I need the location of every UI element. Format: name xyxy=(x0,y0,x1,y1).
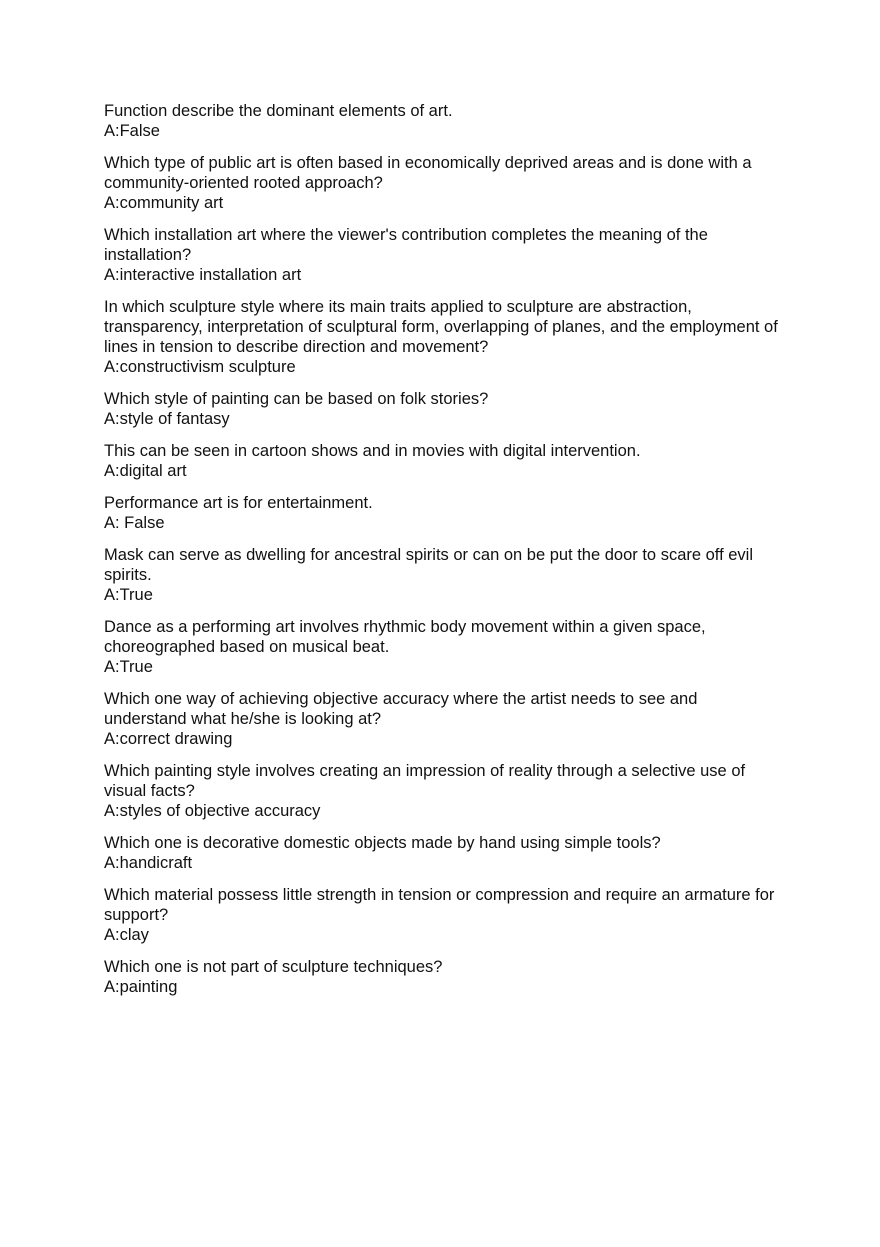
answer-text: A:True xyxy=(104,586,153,604)
answer-text: A:styles of objective accuracy xyxy=(104,802,321,820)
qa-item-11 xyxy=(104,761,784,821)
qa-item-4 xyxy=(104,297,784,377)
question-text: Which type of public art is often based in economically deprived areas and is done with a community-oriented rooted approach? xyxy=(104,154,752,192)
answer-text: A:handicraft xyxy=(104,854,193,872)
qa-item-3 xyxy=(104,225,784,285)
answer-text: A:painting xyxy=(104,978,178,996)
question-text: Which installation art where the viewer's contribution completes the meaning of the installation? xyxy=(104,226,708,264)
qa-item-13 xyxy=(104,885,784,945)
question-text: Mask can serve as dwelling for ancestral spirits or can on be put the door to scare off evil spirits. xyxy=(104,546,754,584)
question-text: Which one way of achieving objective accuracy where the artist needs to see and understand what he/she is looking at? xyxy=(104,690,698,728)
qa-item-5 xyxy=(104,389,784,429)
qa-item-6 xyxy=(104,441,784,481)
question-text: Dance as a performing art involves rhythmic body movement within a given space, choreographed based on musical beat. xyxy=(104,618,706,656)
qa-item-1 xyxy=(104,101,784,141)
question-text: This can be seen in cartoon shows and in movies with digital intervention. xyxy=(104,442,641,460)
answer-text: A:community art xyxy=(104,194,224,212)
answer-text: A:True xyxy=(104,658,153,676)
question-text: Performance art is for entertainment. xyxy=(104,494,373,512)
question-text: In which sculpture style where its main traits applied to sculpture are abstraction, transparency, interpretation of sculptural form, overlapping of planes, and the employment of lines in tension to describe direction and movement? xyxy=(104,298,778,356)
question-text: Which style of painting can be based on folk stories? xyxy=(104,390,489,408)
question-text: Which material possess little strength in tension or compression and require an armature for support? xyxy=(104,886,775,924)
question-text: Function describe the dominant elements of art. xyxy=(104,102,453,120)
qa-item-9 xyxy=(104,617,784,677)
answer-text: A:correct drawing xyxy=(104,730,233,748)
question-text: Which one is not part of sculpture techniques? xyxy=(104,958,443,976)
answer-text: A:constructivism sculpture xyxy=(104,358,296,376)
qa-item-2 xyxy=(104,153,784,213)
question-text: Which one is decorative domestic objects made by hand using simple tools? xyxy=(104,834,661,852)
qa-item-7 xyxy=(104,493,784,533)
answer-text: A: False xyxy=(104,514,165,532)
answer-text: A:style of fantasy xyxy=(104,410,230,428)
qa-item-12 xyxy=(104,833,784,873)
answer-text: A:False xyxy=(104,122,160,140)
qa-item-14 xyxy=(104,957,784,997)
document-page xyxy=(104,101,784,1009)
answer-text: A:clay xyxy=(104,926,149,944)
answer-text: A:interactive installation art xyxy=(104,266,302,284)
qa-item-8 xyxy=(104,545,784,605)
answer-text: A:digital art xyxy=(104,462,187,480)
question-text: Which painting style involves creating an impression of reality through a selective use of visual facts? xyxy=(104,762,746,800)
qa-item-10 xyxy=(104,689,784,749)
